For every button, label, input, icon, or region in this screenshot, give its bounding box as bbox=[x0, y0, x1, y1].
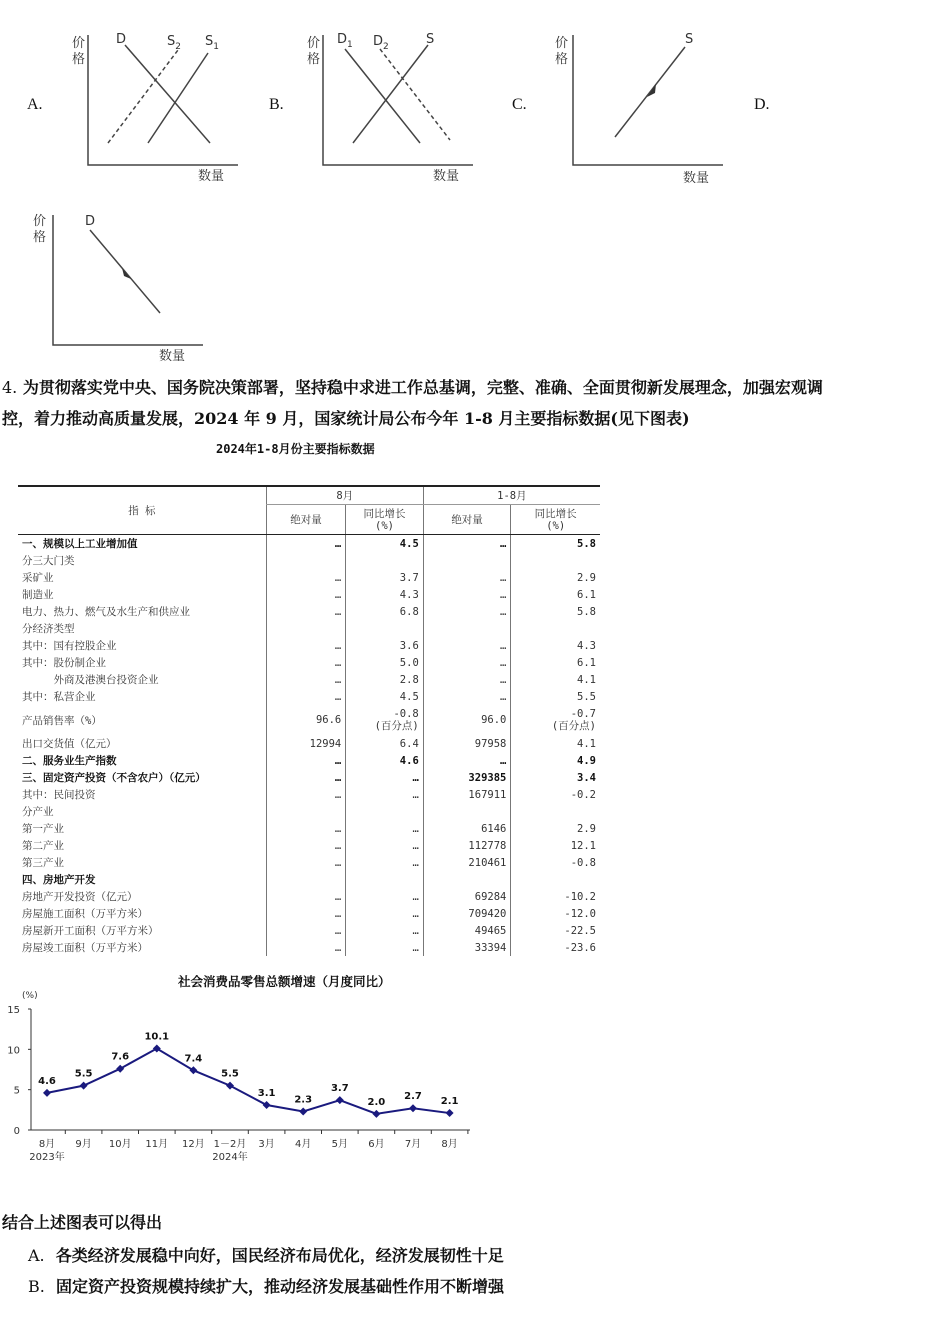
row-aug-abs bbox=[266, 803, 346, 820]
header-abs-2: 绝对量 bbox=[423, 505, 511, 535]
data-point bbox=[299, 1107, 307, 1115]
graph-c-supply-line bbox=[615, 47, 685, 137]
x-tick-label: 8月 bbox=[441, 1139, 458, 1150]
row-aug-abs: … bbox=[266, 769, 346, 786]
row-aug-growth bbox=[346, 803, 424, 820]
row-aug-growth: … bbox=[346, 939, 424, 956]
table-row bbox=[18, 735, 600, 752]
header-group-jan-aug: 1-8月 bbox=[423, 487, 600, 505]
graph-d-demand-line bbox=[90, 230, 160, 313]
row-ytd-abs: 97958 bbox=[423, 735, 511, 752]
row-indicator: 房屋施工面积（万平方米） bbox=[22, 908, 148, 920]
row-aug-abs: … bbox=[266, 752, 346, 769]
row-ytd-growth: -0.8 bbox=[511, 854, 600, 871]
row-aug-growth: 3.6 bbox=[346, 637, 424, 654]
x-tick-label: 9月 bbox=[75, 1139, 92, 1150]
graph-c-axes bbox=[573, 35, 723, 165]
answer-option-b-label: B. bbox=[28, 1277, 45, 1296]
table-row bbox=[18, 552, 600, 569]
table-row bbox=[18, 786, 600, 803]
row-ytd-abs: 329385 bbox=[423, 769, 511, 786]
data-point bbox=[43, 1089, 51, 1097]
row-ytd-abs: 96.0 bbox=[423, 705, 511, 735]
table-row bbox=[18, 820, 600, 837]
data-label: 5.5 bbox=[221, 1068, 239, 1080]
header-indicator: 指 标 bbox=[18, 487, 266, 535]
row-ytd-growth: -10.2 bbox=[511, 888, 600, 905]
row-ytd-growth: 5.5 bbox=[511, 688, 600, 705]
row-ytd-abs bbox=[423, 871, 511, 888]
y-tick-label: 10 bbox=[7, 1045, 20, 1057]
table-row bbox=[18, 671, 600, 688]
table-row bbox=[18, 620, 600, 637]
retail-sales-chart bbox=[0, 985, 480, 1170]
answer-option-a[interactable] bbox=[28, 1243, 504, 1266]
row-ytd-abs: … bbox=[423, 535, 511, 553]
graph-b-price-1: 价 bbox=[307, 36, 321, 51]
data-label: 7.4 bbox=[184, 1053, 203, 1065]
data-point bbox=[80, 1082, 88, 1090]
graph-d-label-d: D bbox=[85, 214, 96, 229]
row-aug-abs: … bbox=[266, 786, 346, 803]
table-row bbox=[18, 535, 600, 553]
series-line bbox=[47, 1049, 450, 1114]
graph-c-quantity: 数量 bbox=[683, 171, 710, 186]
data-label: 7.6 bbox=[111, 1051, 130, 1063]
graph-a-quantity: 数量 bbox=[198, 169, 225, 184]
graph-d bbox=[25, 205, 210, 367]
row-ytd-growth: 6.1 bbox=[511, 654, 600, 671]
table-row bbox=[18, 688, 600, 705]
row-ytd-abs: 709420 bbox=[423, 905, 511, 922]
data-point bbox=[336, 1096, 344, 1104]
data-label: 2.7 bbox=[404, 1091, 422, 1103]
x-tick-label: 4月 bbox=[295, 1139, 312, 1150]
row-ytd-growth: -0.2 bbox=[511, 786, 600, 803]
answer-option-b-text: 固定资产投资规模持续扩大，推动经济发展基础性作用不断增强 bbox=[55, 1277, 504, 1296]
row-aug-growth: 4.5 bbox=[346, 535, 424, 553]
data-point bbox=[226, 1082, 234, 1090]
table-title: 2024年1-8月份主要指标数据 bbox=[216, 442, 375, 456]
row-indicator: 房地产开发投资（亿元） bbox=[22, 891, 138, 903]
row-aug-growth: 6.8 bbox=[346, 603, 424, 620]
data-point bbox=[446, 1109, 454, 1117]
x-tick-label: 6月 bbox=[368, 1139, 385, 1150]
row-aug-abs: … bbox=[266, 905, 346, 922]
row-aug-growth: 4.3 bbox=[346, 586, 424, 603]
row-ytd-abs bbox=[423, 620, 511, 637]
row-aug-growth: 2.8 bbox=[346, 671, 424, 688]
row-ytd-growth: 4.1 bbox=[511, 735, 600, 752]
row-aug-growth: … bbox=[346, 769, 424, 786]
row-aug-abs: … bbox=[266, 888, 346, 905]
conclusion-lead: 结合上述图表可以得出 bbox=[2, 1213, 163, 1232]
row-aug-abs: … bbox=[266, 535, 346, 553]
graph-c-label-s: S bbox=[685, 32, 694, 47]
row-ytd-growth: -23.6 bbox=[511, 939, 600, 956]
graph-d-price-1: 价 bbox=[33, 214, 47, 229]
row-ytd-abs: 112778 bbox=[423, 837, 511, 854]
row-indicator: 第一产业 bbox=[22, 823, 64, 835]
row-aug-growth bbox=[346, 620, 424, 637]
row-ytd-growth: -12.0 bbox=[511, 905, 600, 922]
row-ytd-abs: … bbox=[423, 752, 511, 769]
row-indicator: 采矿业 bbox=[22, 572, 54, 584]
indicator-table-wrap bbox=[18, 485, 600, 956]
row-aug-abs: … bbox=[266, 603, 346, 620]
row-ytd-abs: 33394 bbox=[423, 939, 511, 956]
row-indicator: 制造业 bbox=[22, 589, 54, 601]
row-ytd-growth bbox=[511, 871, 600, 888]
data-label: 2.1 bbox=[440, 1096, 459, 1108]
row-aug-growth: … bbox=[346, 888, 424, 905]
row-indicator: 出口交货值（亿元） bbox=[22, 738, 117, 750]
table-row bbox=[18, 603, 600, 620]
row-indicator: 产品销售率（%） bbox=[22, 714, 102, 727]
x-tick-label: 1－2月 bbox=[213, 1139, 247, 1150]
row-ytd-abs: 69284 bbox=[423, 888, 511, 905]
data-point bbox=[263, 1101, 271, 1109]
table-row bbox=[18, 586, 600, 603]
row-ytd-growth: 4.3 bbox=[511, 637, 600, 654]
row-aug-growth: 5.0 bbox=[346, 654, 424, 671]
table-row bbox=[18, 888, 600, 905]
graph-b-supply-line bbox=[353, 45, 428, 143]
row-indicator: 其中：私营企业 bbox=[22, 691, 96, 703]
table-row bbox=[18, 637, 600, 654]
graph-a-axes bbox=[88, 35, 238, 165]
indicator-table-body bbox=[18, 535, 600, 957]
row-indicator: 一、规模以上工业增加值 bbox=[22, 538, 138, 550]
graph-c-price-2: 格 bbox=[555, 52, 569, 67]
graph-d-quantity: 数量 bbox=[159, 349, 186, 364]
table-row bbox=[18, 871, 600, 888]
row-ytd-abs: … bbox=[423, 637, 511, 654]
row-indicator: 分三大门类 bbox=[22, 555, 75, 567]
graph-b-quantity: 数量 bbox=[433, 169, 460, 184]
row-ytd-growth: -22.5 bbox=[511, 922, 600, 939]
graph-c bbox=[545, 25, 730, 187]
row-aug-abs: … bbox=[266, 671, 346, 688]
row-ytd-abs: 49465 bbox=[423, 922, 511, 939]
row-ytd-growth: 4.9 bbox=[511, 752, 600, 769]
row-aug-abs: … bbox=[266, 569, 346, 586]
table-row bbox=[18, 854, 600, 871]
table-row bbox=[18, 905, 600, 922]
graph-a-label-d: D bbox=[116, 32, 127, 47]
graph-d-price-2: 格 bbox=[33, 230, 47, 245]
data-point bbox=[372, 1110, 380, 1118]
row-aug-growth: … bbox=[346, 922, 424, 939]
row-aug-growth bbox=[346, 871, 424, 888]
row-ytd-growth bbox=[511, 620, 600, 637]
header-growth-1: 同比增长 (%) bbox=[346, 505, 424, 535]
table-row bbox=[18, 803, 600, 820]
y-tick-label: 0 bbox=[13, 1126, 20, 1137]
chart-title: 社会消费品零售总额增速（月度同比） bbox=[178, 974, 391, 989]
graph-a-price-2: 格 bbox=[72, 52, 86, 67]
y-tick-label: 15 bbox=[7, 1005, 20, 1016]
x-tick-label: 8月 bbox=[38, 1139, 56, 1150]
row-ytd-abs: … bbox=[423, 586, 511, 603]
row-aug-growth: 4.5 bbox=[346, 688, 424, 705]
graph-b-label-s: S bbox=[426, 32, 435, 47]
question-number: 4. bbox=[2, 378, 18, 397]
x-tick-label: 3月 bbox=[258, 1139, 275, 1150]
y-tick-label: 5 bbox=[13, 1085, 20, 1097]
row-ytd-growth: 5.8 bbox=[511, 603, 600, 620]
year-label-2024: 2024年 bbox=[212, 1152, 248, 1163]
row-indicator: 电力、热力、燃气及水生产和供应业 bbox=[22, 606, 190, 618]
row-aug-abs: … bbox=[266, 586, 346, 603]
table-row bbox=[18, 569, 600, 586]
y-axis-label: (%) bbox=[22, 991, 38, 1001]
graph-b-demand1-line bbox=[345, 49, 420, 143]
row-aug-abs: 96.6 bbox=[266, 705, 346, 735]
row-aug-growth bbox=[346, 552, 424, 569]
table-row bbox=[18, 769, 600, 786]
row-ytd-abs: … bbox=[423, 654, 511, 671]
data-label: 2.3 bbox=[294, 1094, 313, 1106]
data-label: 10.1 bbox=[144, 1031, 170, 1043]
row-aug-abs: … bbox=[266, 837, 346, 854]
data-label: 4.6 bbox=[38, 1075, 56, 1087]
row-ytd-abs: … bbox=[423, 603, 511, 620]
data-label: 3.1 bbox=[257, 1087, 276, 1099]
row-indicator: 第三产业 bbox=[22, 857, 64, 869]
row-aug-abs: 12994 bbox=[266, 735, 346, 752]
graph-b bbox=[295, 25, 480, 185]
data-point bbox=[116, 1065, 124, 1073]
row-aug-abs: … bbox=[266, 922, 346, 939]
graph-c-price-1: 价 bbox=[555, 36, 569, 51]
row-ytd-growth bbox=[511, 552, 600, 569]
graph-a bbox=[60, 25, 245, 185]
option-d-label: D. bbox=[754, 96, 770, 113]
row-aug-growth: … bbox=[346, 854, 424, 871]
graph-a-price-1: 价 bbox=[72, 36, 86, 51]
option-c-label: C. bbox=[512, 96, 527, 113]
row-aug-abs: … bbox=[266, 939, 346, 956]
row-aug-abs: … bbox=[266, 654, 346, 671]
row-aug-growth: 6.4 bbox=[346, 735, 424, 752]
row-ytd-growth bbox=[511, 803, 600, 820]
question-line-1: 为贯彻落实党中央、国务院决策部署，坚持稳中求进工作总基调，完整、准确、全面贯彻新发展理念，加强宏观调 bbox=[22, 378, 823, 397]
row-aug-growth: … bbox=[346, 786, 424, 803]
row-aug-abs: … bbox=[266, 854, 346, 871]
graph-a-demand-line bbox=[125, 45, 210, 143]
row-ytd-abs: … bbox=[423, 671, 511, 688]
row-aug-abs: … bbox=[266, 637, 346, 654]
row-aug-abs bbox=[266, 620, 346, 637]
row-indicator: 其中：民间投资 bbox=[22, 789, 96, 801]
row-aug-growth: … bbox=[346, 905, 424, 922]
row-ytd-growth: 2.9 bbox=[511, 569, 600, 586]
year-label-2023: 2023年 bbox=[29, 1152, 65, 1163]
x-tick-label: 7月 bbox=[404, 1139, 422, 1150]
graph-b-label-d2: $D_2$ bbox=[373, 34, 389, 52]
x-tick-label: 12月 bbox=[182, 1139, 205, 1150]
table-row bbox=[18, 939, 600, 956]
header-growth-2: 同比增长 (%) bbox=[511, 505, 600, 535]
row-indicator: 二、服务业生产指数 bbox=[22, 755, 117, 767]
row-ytd-abs: … bbox=[423, 688, 511, 705]
row-indicator: 房屋竣工面积（万平方米） bbox=[22, 942, 148, 954]
row-indicator: 房屋新开工面积（万平方米） bbox=[22, 925, 159, 937]
graph-a-label-s1: $S_1$ bbox=[205, 34, 219, 52]
table-row bbox=[18, 705, 600, 735]
table-row bbox=[18, 922, 600, 939]
row-indicator: 外商及港澳台投资企业 bbox=[22, 674, 159, 686]
table-row bbox=[18, 654, 600, 671]
row-indicator: 其中：国有控股企业 bbox=[22, 640, 117, 652]
table-row bbox=[18, 752, 600, 769]
row-aug-growth: … bbox=[346, 837, 424, 854]
row-indicator: 分经济类型 bbox=[22, 623, 75, 635]
answer-option-a-text: 各类经济发展稳中向好，国民经济布局优化，经济发展韧性十足 bbox=[55, 1246, 504, 1265]
row-indicator: 第二产业 bbox=[22, 840, 64, 852]
x-tick-label: 5月 bbox=[331, 1139, 348, 1150]
indicator-table bbox=[18, 487, 600, 956]
row-ytd-growth: 5.8 bbox=[511, 535, 600, 553]
answer-option-b[interactable] bbox=[28, 1274, 504, 1297]
table-row bbox=[18, 837, 600, 854]
row-indicator: 其中：股份制企业 bbox=[22, 657, 106, 669]
option-a-label: A. bbox=[27, 96, 43, 113]
row-ytd-growth: 4.1 bbox=[511, 671, 600, 688]
graph-b-axes bbox=[323, 35, 473, 165]
x-tick-label: 10月 bbox=[108, 1139, 132, 1150]
row-ytd-growth: 12.1 bbox=[511, 837, 600, 854]
question-line-2: 控，着力推动高质量发展，2024 年 9 月，国家统计局公布今年 1-8 月主要指标数据(见下图表) bbox=[2, 409, 690, 428]
graph-b-label-d1: $D_1$ bbox=[337, 32, 353, 50]
row-ytd-growth: 2.9 bbox=[511, 820, 600, 837]
row-ytd-abs: … bbox=[423, 569, 511, 586]
x-tick-label: 11月 bbox=[145, 1139, 169, 1150]
row-aug-abs: … bbox=[266, 688, 346, 705]
row-ytd-abs: 210461 bbox=[423, 854, 511, 871]
row-indicator: 四、房地产开发 bbox=[22, 874, 96, 886]
row-ytd-abs bbox=[423, 803, 511, 820]
option-b-label: B. bbox=[269, 96, 284, 113]
data-point bbox=[409, 1104, 417, 1112]
row-aug-growth: … bbox=[346, 820, 424, 837]
row-ytd-abs: 167911 bbox=[423, 786, 511, 803]
graph-a-label-s2: $S_2$ bbox=[167, 34, 181, 52]
answer-option-a-label: A. bbox=[28, 1246, 45, 1265]
row-indicator: 分产业 bbox=[22, 806, 54, 818]
question-text bbox=[2, 372, 947, 434]
row-ytd-growth: -0.7 (百分点) bbox=[511, 705, 600, 735]
header-abs-1: 绝对量 bbox=[266, 505, 346, 535]
header-group-aug: 8月 bbox=[266, 487, 423, 505]
row-ytd-growth: 3.4 bbox=[511, 769, 600, 786]
row-aug-abs bbox=[266, 552, 346, 569]
row-aug-growth: -0.8 (百分点) bbox=[346, 705, 424, 735]
row-aug-growth: 4.6 bbox=[346, 752, 424, 769]
graph-d-axes bbox=[53, 215, 203, 345]
row-ytd-growth: 6.1 bbox=[511, 586, 600, 603]
data-label: 3.7 bbox=[330, 1083, 349, 1095]
row-aug-abs: … bbox=[266, 820, 346, 837]
row-aug-abs bbox=[266, 871, 346, 888]
data-label: 5.5 bbox=[74, 1068, 93, 1080]
graph-b-price-2: 格 bbox=[307, 52, 321, 67]
row-ytd-abs: 6146 bbox=[423, 820, 511, 837]
data-label: 2.0 bbox=[367, 1096, 386, 1108]
row-ytd-abs bbox=[423, 552, 511, 569]
graph-a-supply2-line bbox=[108, 50, 178, 143]
row-aug-growth: 3.7 bbox=[346, 569, 424, 586]
row-indicator: 三、固定资产投资（不含农户）（亿元） bbox=[22, 772, 206, 784]
